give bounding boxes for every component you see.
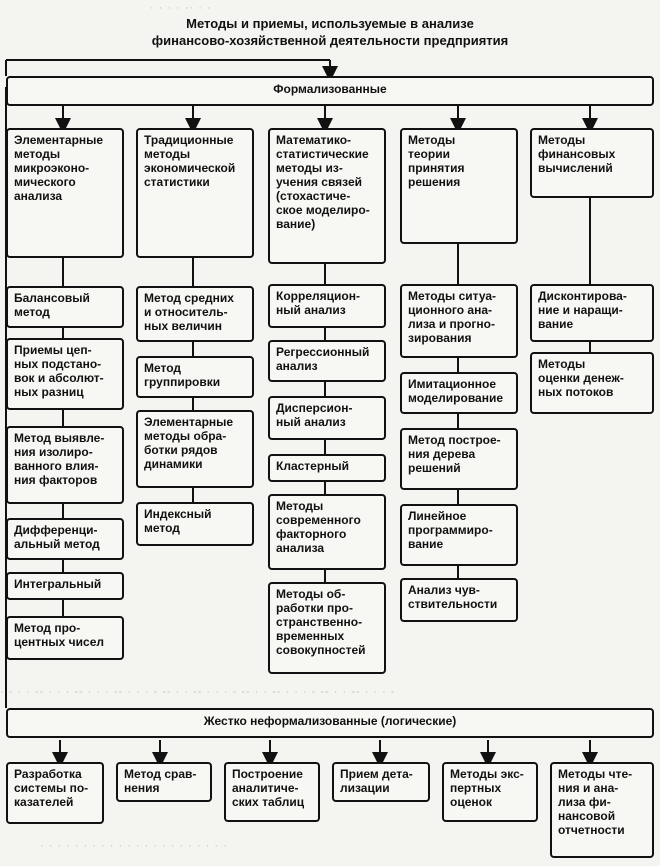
- informal-method-item: Методы экс- пертных оценок: [442, 762, 538, 822]
- column-header-stochastic: Математико- статистические методы из- учения связей (стохастиче- ское моделиро- вание): [268, 128, 386, 264]
- diagram-title-line1: Методы и приемы, используемые в анализе: [186, 16, 474, 31]
- method-item: Балансовый метод: [6, 286, 124, 328]
- informal-method-item: Методы чте- ния и ана- лиза фи- нансовой отчетности: [550, 762, 654, 858]
- method-item: Кластерный: [268, 454, 386, 482]
- method-item: Дисперсион- ный анализ: [268, 396, 386, 440]
- informal-method-item: Построение аналитиче- ских таблиц: [224, 762, 320, 822]
- method-item: Метод группировки: [136, 356, 254, 398]
- method-item: Имитационное моделирование: [400, 372, 518, 414]
- column-header-statistics: Традиционные методы экономической статистики: [136, 128, 254, 258]
- informal-method-item: Разработка системы по- казателей: [6, 762, 104, 824]
- formalized-banner: Формализованные: [6, 76, 654, 106]
- informal-banner: Жестко неформализованные (логические): [6, 708, 654, 738]
- method-item: Метод средних и относитель- ных величин: [136, 286, 254, 342]
- method-item: Регрессионный анализ: [268, 340, 386, 382]
- column-header-financial-calc: Методы финансовых вычислений: [530, 128, 654, 198]
- method-item: Метод выявле- ния изолиро- ванного влия- ния факторов: [6, 426, 124, 504]
- informal-method-item: Метод срав- нения: [116, 762, 212, 802]
- informal-method-item: Прием дета- лизации: [332, 762, 430, 802]
- method-item: Дисконтирова- ние и наращи- вание: [530, 284, 654, 342]
- diagram-title-line2: финансово-хозяйственной деятельности предприятия: [151, 33, 509, 48]
- method-item: Методы оценки денеж- ных потоков: [530, 352, 654, 414]
- method-item: Корреляцион- ный анализ: [268, 284, 386, 328]
- column-header-micro: Элементарные методы микроэконо- мического анализа: [6, 128, 124, 258]
- method-item: Методы ситуа- ционного ана- лиза и прогно- зирования: [400, 284, 518, 358]
- column-header-decision-theory: Методы теории принятия решения: [400, 128, 518, 244]
- method-item: Дифференци- альный метод: [6, 518, 124, 560]
- method-item: Элементарные методы обра- ботки рядов динамики: [136, 410, 254, 488]
- method-item: Линейное программиро- вание: [400, 504, 518, 566]
- method-item: Индексный метод: [136, 502, 254, 546]
- method-item: Метод про- центных чисел: [6, 616, 124, 660]
- method-item: Интегральный: [6, 572, 124, 600]
- method-item: Приемы цеп- ных подстано- вок и абсолют- ных разниц: [6, 338, 124, 410]
- method-item: Методы современного факторного анализа: [268, 494, 386, 570]
- method-item: Методы об- работки про- странственно- временных совокупностей: [268, 582, 386, 674]
- method-item: Метод построе- ния дерева решений: [400, 428, 518, 490]
- method-item: Анализ чув- ствительности: [400, 578, 518, 622]
